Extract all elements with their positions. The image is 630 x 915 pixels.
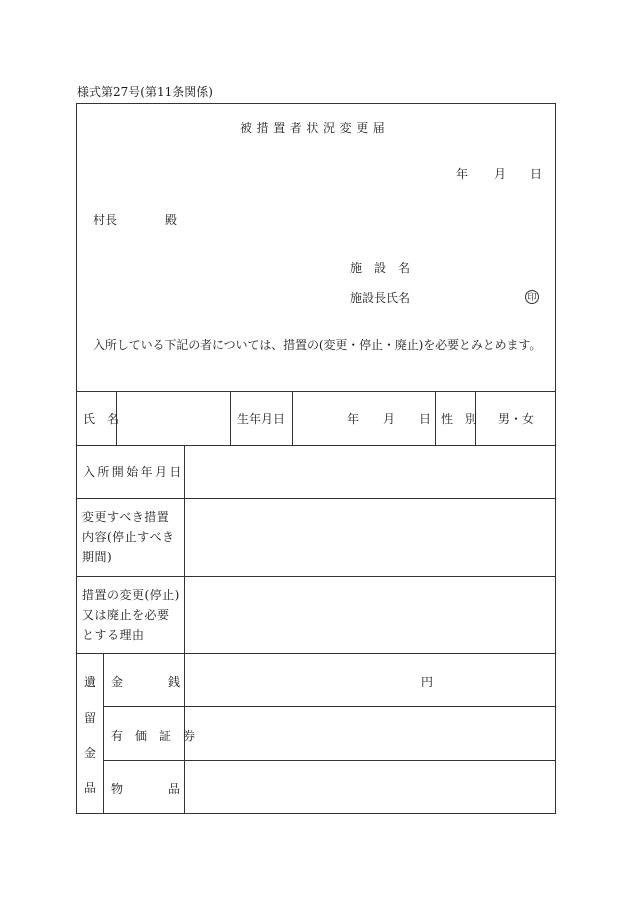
- sex-label: 性 別: [441, 412, 478, 426]
- name-label: 氏 名: [83, 412, 120, 426]
- addressee-title: 村長: [93, 213, 118, 227]
- goods-label-end: 品: [168, 782, 181, 796]
- money-label-start: 金: [111, 675, 124, 689]
- birth-day-label: 日: [419, 412, 432, 426]
- divider: [103, 653, 104, 814]
- divider: [230, 391, 231, 445]
- birth-date-label: 生年月日: [237, 412, 286, 426]
- sex-options: 男・女: [498, 412, 535, 426]
- form-number-label: 様式第27号(第11条関係): [77, 85, 213, 99]
- birth-month-label: 月: [383, 412, 396, 426]
- divider: [76, 498, 556, 499]
- remains-group-char: 金: [84, 746, 97, 760]
- remains-group-char: 品: [84, 781, 97, 795]
- divider: [103, 760, 556, 761]
- securities-label: 有 価 証 券: [111, 729, 196, 743]
- divider: [76, 391, 556, 392]
- date-day-label: 日: [530, 167, 543, 181]
- admission-date-label: 入所開始年月日: [83, 465, 184, 479]
- money-unit: 円: [421, 675, 434, 689]
- form-title: 被措置者状況変更届: [240, 121, 390, 135]
- divider: [184, 445, 185, 814]
- form-frame: [76, 103, 556, 814]
- divider: [76, 653, 556, 654]
- addressee-honorific: 殿: [165, 213, 178, 227]
- goods-label-start: 物: [111, 782, 124, 796]
- remains-group-char: 留: [84, 711, 97, 725]
- divider: [103, 706, 556, 707]
- date-month-label: 月: [494, 167, 507, 181]
- statement-text: 入所している下記の者については、措置の(変更・停止・廃止)を必要とみとめます。: [93, 338, 542, 352]
- divider: [76, 576, 556, 577]
- divider: [435, 391, 436, 445]
- reason-label: 措置の変更(停止)又は廃止を必要とする理由: [82, 588, 180, 642]
- date-year-label: 年: [456, 167, 469, 181]
- remains-group-char: 遺: [84, 675, 97, 689]
- divider: [292, 391, 293, 445]
- seal-icon: 印: [525, 290, 539, 304]
- change-content-label: 変更すべき措置内容(停止すべき期間): [82, 510, 175, 564]
- facility-head-label: 施設長氏名: [350, 291, 411, 305]
- money-label-end: 銭: [168, 675, 181, 689]
- birth-year-label: 年: [347, 412, 360, 426]
- facility-name-label: 施 設 名: [350, 261, 411, 275]
- divider: [76, 445, 556, 446]
